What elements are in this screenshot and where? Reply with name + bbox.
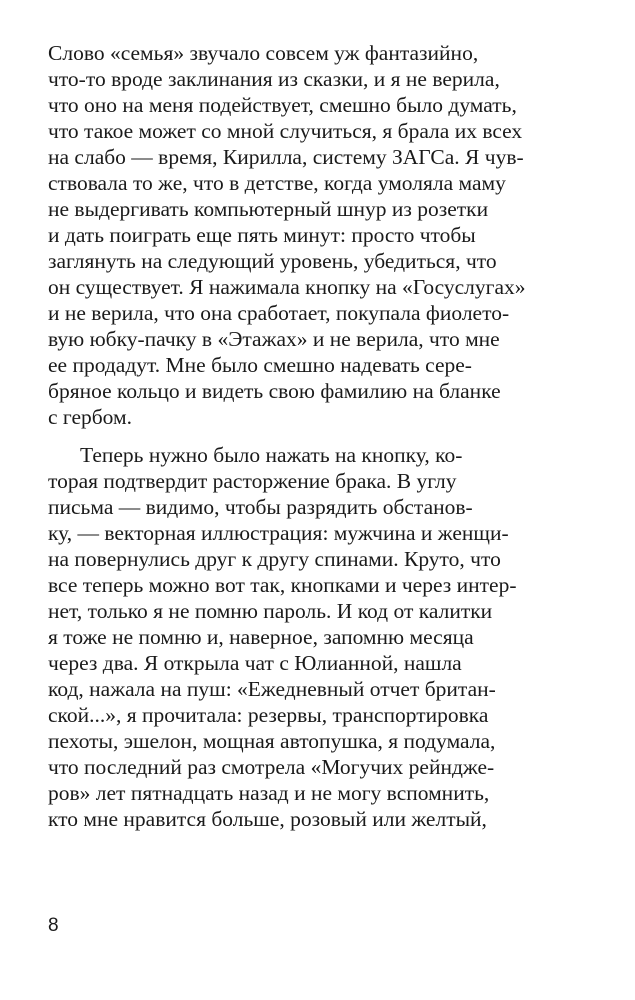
text-line: все теперь можно вот так, кнопками и через интер- bbox=[48, 573, 517, 597]
text-line: что оно на меня подействует, смешно было думать, bbox=[48, 93, 517, 117]
text-line: и не верила, что она сработает, покупала фиолето- bbox=[48, 301, 510, 325]
text-line: я тоже не помню и, наверное, запомню месяца bbox=[48, 625, 474, 649]
paragraph-2 bbox=[48, 442, 568, 832]
text-line: заглянуть на следующий уровень, убедиться, что bbox=[48, 249, 497, 273]
text-line: он существует. Я нажимала кнопку на «Госуслугах» bbox=[48, 275, 526, 299]
page-number: 8 bbox=[48, 915, 59, 936]
text-line: что такое может со мной случиться, я брала их всех bbox=[48, 119, 523, 143]
text-line: и дать поиграть еще пять минут: просто чтобы bbox=[48, 223, 476, 247]
text-line-indented: Теперь нужно было нажать на кнопку, ко- bbox=[80, 443, 463, 467]
text-line: ской...», я прочитала: резервы, транспортировка bbox=[48, 703, 489, 727]
text-line: вую юбку-пачку в «Этажах» и не верила, что мне bbox=[48, 327, 500, 351]
text-line: ствовала то же, что в детстве, когда умоляла маму bbox=[48, 171, 506, 195]
text-line: ров» лет пятнадцать назад и не могу вспомнить, bbox=[48, 781, 490, 805]
text-line: бряное кольцо и видеть свою фамилию на бланке bbox=[48, 379, 501, 403]
text-line: на повернулись друг к другу спинами. Круто, что bbox=[48, 547, 501, 571]
text-line: не выдергивать компьютерный шнур из розетки bbox=[48, 197, 489, 221]
text-line: торая подтвердит расторжение брака. В углу bbox=[48, 469, 457, 493]
text-line: код, нажала на пуш: «Ежедневный отчет британ- bbox=[48, 677, 496, 701]
text-line: кто мне нравится больше, розовый или желтый, bbox=[48, 807, 487, 831]
text-line: на слабо — время, Кирилла, систему ЗАГСа. Я чув- bbox=[48, 145, 524, 169]
text-line: через два. Я открыла чат с Юлианной, нашла bbox=[48, 651, 462, 675]
text-line: ку, — векторная иллюстрация: мужчина и женщи- bbox=[48, 521, 509, 545]
paragraph-1 bbox=[48, 40, 568, 430]
text-line: пехоты, эшелон, мощная автопушка, я подумала, bbox=[48, 729, 496, 753]
text-line: с гербом. bbox=[48, 405, 133, 429]
text-line: Слово «семья» звучало совсем уж фантазийно, bbox=[48, 41, 479, 65]
text-line: что последний раз смотрела «Могучих рейндже- bbox=[48, 755, 495, 779]
text-line: ее продадут. Мне было смешно надевать сере- bbox=[48, 353, 472, 377]
text-line: что-то вроде заклинания из сказки, и я не верила, bbox=[48, 67, 500, 91]
text-line: письма — видимо, чтобы разрядить обстанов- bbox=[48, 495, 473, 519]
text-line: нет, только я не помню пароль. И код от калитки bbox=[48, 599, 493, 623]
